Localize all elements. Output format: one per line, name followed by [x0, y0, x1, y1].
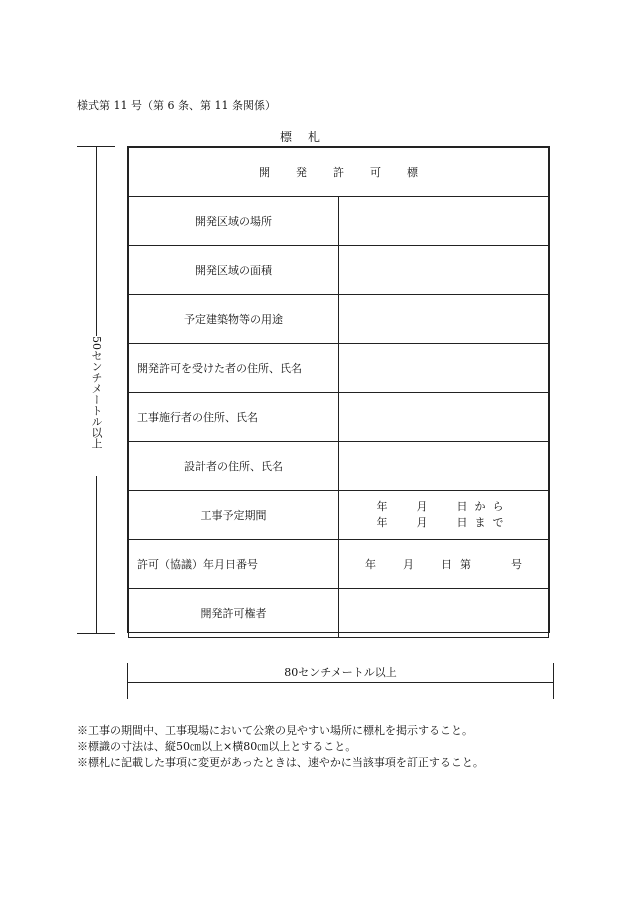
period-year: 年 [376, 516, 388, 529]
period-day: 日から [456, 500, 511, 513]
permit-number: 号 [511, 558, 522, 571]
row-value [339, 197, 549, 246]
form-number: 様式第 11 号（第 6 条、第 11 条関係） [77, 99, 276, 112]
note-line: ※標識の寸法は、縦50㎝以上×横80㎝以上とすること。 [77, 740, 357, 753]
table-row [129, 197, 549, 246]
dimension-cap-bottom [77, 633, 115, 634]
note-line: ※工事の期間中、工事現場において公衆の見やすい場所に標札を掲示すること。 [77, 724, 473, 737]
period-month: 月 [416, 516, 428, 529]
dimension-line-horizontal [127, 682, 554, 683]
permit-month: 月 [403, 558, 414, 571]
height-dimension-label: 50センチメートル以上 [77, 336, 115, 476]
period-end-line [339, 515, 548, 531]
sign-board [127, 146, 550, 633]
permit-cell [339, 540, 549, 589]
board-header: 開発許可標 [129, 148, 549, 197]
sign-board-table [128, 147, 549, 638]
row-label: 工事予定期間 [129, 491, 339, 540]
table-row [129, 589, 549, 638]
period-day: 日まで [456, 516, 511, 529]
row-label: 許可（協議）年月日番号 [129, 540, 339, 589]
permit-line [339, 556, 548, 572]
table-row [129, 246, 549, 295]
row-value [339, 589, 549, 638]
header-row [129, 148, 549, 197]
row-label: 開発区域の面積 [129, 246, 339, 295]
row-label: 設計者の住所、氏名 [129, 442, 339, 491]
table-row [129, 344, 549, 393]
period-year: 年 [376, 500, 388, 513]
row-label: 予定建築物等の用途 [129, 295, 339, 344]
width-dimension [127, 663, 554, 699]
note-line: ※標札に記載した事項に変更があったときは、速やかに当該事項を訂正すること。 [77, 756, 484, 769]
notes [77, 723, 484, 771]
row-value [339, 295, 549, 344]
period-cell [339, 491, 549, 540]
row-label: 開発許可権者 [129, 589, 339, 638]
row-label: 開発区域の場所 [129, 197, 339, 246]
period-start-line [339, 499, 548, 515]
row-label: 工事施行者の住所、氏名 [129, 393, 339, 442]
row-value [339, 393, 549, 442]
width-dimension-label: 80センチメートル以上 [284, 666, 397, 679]
board-title: 標札 [280, 130, 337, 144]
permit-day: 日第 [441, 558, 479, 571]
table-row [129, 491, 549, 540]
row-value [339, 442, 549, 491]
row-value [339, 246, 549, 295]
table-row [129, 393, 549, 442]
row-value [339, 344, 549, 393]
row-label: 開発許可を受けた者の住所、氏名 [129, 344, 339, 393]
table-row [129, 442, 549, 491]
period-month: 月 [416, 500, 428, 513]
table-row [129, 295, 549, 344]
permit-year: 年 [365, 558, 376, 571]
height-dimension [77, 146, 115, 634]
table-row [129, 540, 549, 589]
